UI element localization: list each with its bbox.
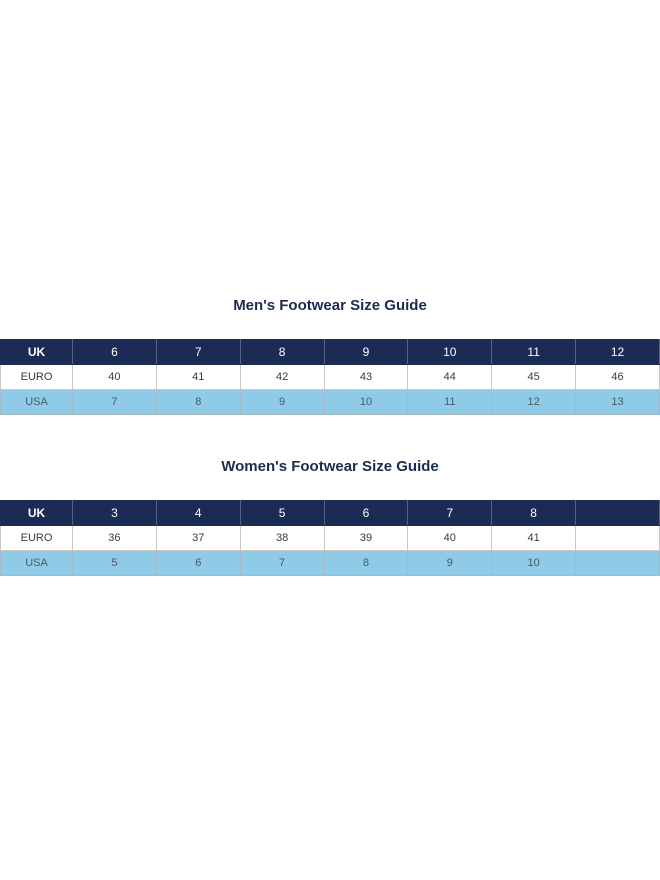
size-cell: 11 [492, 340, 576, 365]
size-cell: 42 [240, 365, 324, 390]
size-cell: 6 [324, 501, 408, 526]
size-cell: 10 [408, 340, 492, 365]
size-cell: 6 [156, 551, 240, 576]
size-cell: 39 [324, 526, 408, 551]
row-label-usa: USA [1, 551, 73, 576]
size-cell: 7 [73, 390, 157, 415]
row-label-uk: UK [1, 340, 73, 365]
mens-usa-row [1, 390, 660, 415]
size-cell: 8 [324, 551, 408, 576]
womens-size-table [0, 500, 660, 576]
womens-uk-row [1, 501, 660, 526]
size-cell: 45 [492, 365, 576, 390]
row-label-uk: UK [1, 501, 73, 526]
size-cell: 12 [492, 390, 576, 415]
womens-size-guide [0, 455, 660, 576]
empty-cell [576, 551, 660, 576]
womens-usa-row [1, 551, 660, 576]
size-cell: 8 [156, 390, 240, 415]
size-cell: 7 [156, 340, 240, 365]
womens-euro-row [1, 526, 660, 551]
size-cell: 10 [324, 390, 408, 415]
mens-uk-row [1, 340, 660, 365]
size-cell: 12 [576, 340, 660, 365]
mens-euro-row [1, 365, 660, 390]
size-cell: 40 [73, 365, 157, 390]
size-cell: 7 [408, 501, 492, 526]
size-cell: 4 [156, 501, 240, 526]
mens-size-table [0, 339, 660, 415]
size-cell: 41 [156, 365, 240, 390]
size-cell: 10 [492, 551, 576, 576]
empty-cell [576, 501, 660, 526]
size-cell: 36 [73, 526, 157, 551]
size-cell: 46 [576, 365, 660, 390]
empty-cell [576, 526, 660, 551]
size-cell: 3 [73, 501, 157, 526]
size-cell: 9 [408, 551, 492, 576]
size-cell: 8 [240, 340, 324, 365]
size-cell: 38 [240, 526, 324, 551]
row-label-usa: USA [1, 390, 73, 415]
size-cell: 5 [240, 501, 324, 526]
womens-size-guide-title: Women's Footwear Size Guide [221, 458, 439, 475]
row-label-euro: EURO [1, 365, 73, 390]
size-cell: 40 [408, 526, 492, 551]
size-cell: 13 [576, 390, 660, 415]
size-cell: 9 [240, 390, 324, 415]
mens-size-guide-title: Men's Footwear Size Guide [233, 297, 427, 314]
size-cell: 5 [73, 551, 157, 576]
size-cell: 11 [408, 390, 492, 415]
size-cell: 9 [324, 340, 408, 365]
size-cell: 8 [492, 501, 576, 526]
size-cell: 44 [408, 365, 492, 390]
row-label-euro: EURO [1, 526, 73, 551]
size-cell: 7 [240, 551, 324, 576]
mens-size-guide [0, 294, 660, 415]
size-cell: 43 [324, 365, 408, 390]
size-cell: 41 [492, 526, 576, 551]
size-cell: 6 [73, 340, 157, 365]
size-cell: 37 [156, 526, 240, 551]
